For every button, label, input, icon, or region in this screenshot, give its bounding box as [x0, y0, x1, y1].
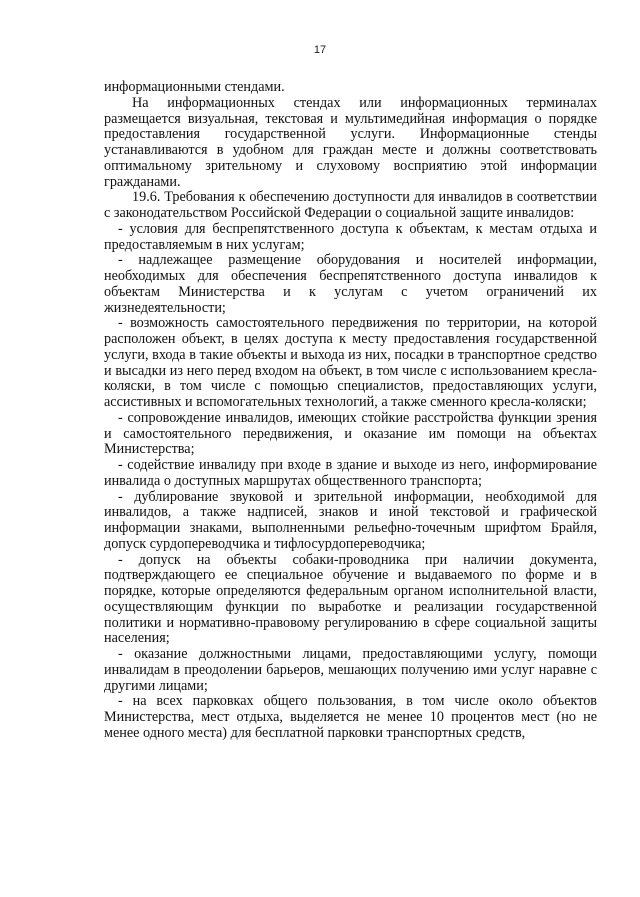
list-item-entry-assistance: - содействие инвалиду при входе в здание и выходе из него, информирование инвалида о доступных маршрутах общественного транспорта;	[104, 457, 597, 489]
list-item-parking: - на всех парковках общего пользования, в том числе около объектов Министерства, мест отдыха, выделяется не менее 10 процентов мест (но не менее одного места) для бесплатной парковки транспортных средств,	[104, 693, 597, 741]
paragraph-continuation: информационными стендами.	[104, 79, 285, 95]
paragraph-section-19-6: 19.6. Требования к обеспечению доступности для инвалидов в соответствии с законодательством Российской Федерации о социальной защите инвалидов:	[104, 189, 597, 221]
list-item-escort: - сопровождение инвалидов, имеющих стойкие расстройства функции зрения и самостоятельного передвижения, и оказание им помощи на объектах Министерства;	[104, 409, 597, 458]
list-item-guide-dog: - допуск на объекты собаки-проводника при наличии документа, подтверждающего ее специальное обучение и выдаваемого по форме и в порядке, которые определяются федеральным органом исполнительной власти, осуществляющим функции по выработке и реализации государственной политики и нормативно-правовому регулированию в сфере социальной защиты населения;	[104, 551, 597, 647]
list-item-independent-movement: - возможность самостоятельного передвижения по территории, на которой расположен объект, в целях доступа к месту предоставления государственной услуги, входа в такие объекты и выхода из них, посадки в транспортное средство и высадки из него перед входом на объект, в том числе с использованием кресла-коляски, в том числе с помощью специалистов, предоставляющих услуги, ассистивных и вспомогательных технологий, а также сменного кресла-коляски;	[104, 315, 597, 410]
list-item-information-duplication: - дублирование звуковой и зрительной информации, необходимой для инвалидов, а также надписей, знаков и иной текстовой и графической информации знаками, выполненными рельефно-точечным шрифтом Брайля, допуск сурдопереводчика и тифлосурдопереводчика;	[104, 488, 597, 552]
paragraph-info-stands: На информационных стендах или информационных терминалах размещается визуальная, текстовая и мультимедийная информация о порядке предоставления государственной услуги. Информационные стенды устанавливаются в удобном для граждан месте и должны соответствовать оптимальному зрительному и слуховому восприятию этой информации гражданами.	[104, 94, 597, 190]
document-body	[104, 80, 597, 742]
list-item-access-conditions: - условия для беспрепятственного доступа к объектам, к местам отдыха и предоставляемым в них услугам;	[104, 220, 597, 253]
page-number: 17	[313, 44, 327, 56]
list-item-barrier-assistance: - оказание должностными лицами, предоставляющими услугу, помощи инвалидам в преодолении барьеров, мешающих получению ими услуг наравне с другими лицами;	[104, 646, 597, 694]
list-item-equipment-placement: - надлежащее размещение оборудования и носителей информации, необходимых для обеспечения беспрепятственного доступа инвалидов к объектам Министерства и к услугам с учетом ограничений их жизнедеятельности;	[104, 252, 597, 316]
